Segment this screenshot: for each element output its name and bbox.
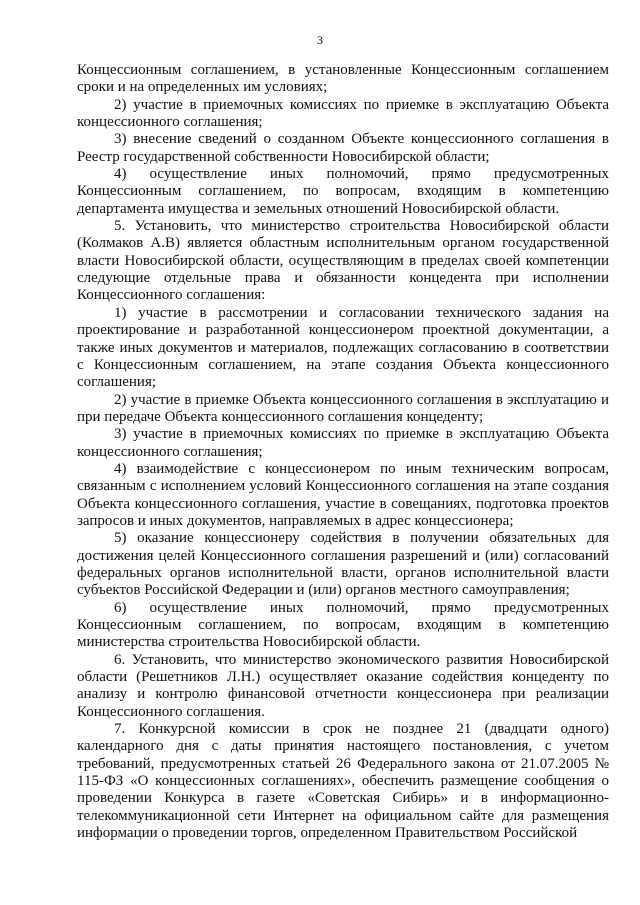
paragraph: 5. Установить, что министерство строительства Новосибирской области (Колмаков А.В) является областным исполнительным органом государственной власти Новосибирской области, осуществляющим в пределах своей компетенции следующие отдельные права и обязанности концедента при исполнении Концессионного соглашения: xyxy=(77,218,609,304)
paragraph: 2) участие в приемке Объекта концессионного соглашения в эксплуатацию и при передаче Объекта концессионного соглашения концеденту; xyxy=(77,391,609,425)
paragraph: 1) участие в рассмотрении и согласовании технического задания на проектирование и разработанной концессионером проектной документации, а также иных документов и материалов, подлежащих согласованию в соответствии с Концессионным соглашением, на этапе создания Объекта концессионного соглашения; xyxy=(77,304,609,391)
document-body xyxy=(77,62,609,842)
paragraph: 3) внесение сведений о созданном Объекте концессионного соглашения в Реестр государственной собственности Новосибирской области; xyxy=(77,131,609,165)
paragraph: Концессионным соглашением, в установленные Концессионным соглашением сроки и на определенных им условиях; xyxy=(77,62,609,96)
paragraph: 3) участие в приемочных комиссиях по приемке в эксплуатацию Объекта концессионного соглашения; xyxy=(77,426,609,460)
paragraph: 5) оказание концессионеру содействия в получении обязательных для достижения целей Концессионного соглашения разрешений и (или) согласований федеральных органов исполнительной власти, органов исполнительной власти субъектов Российской Федерации и (или) органов местного самоуправления; xyxy=(77,530,609,599)
page-number: 3 xyxy=(317,33,323,47)
paragraph: 4) осуществление иных полномочий, прямо предусмотренных Концессионным соглашением, по вопросам, входящим в компетенцию департамента имущества и земельных отношений Новосибирской области. xyxy=(77,166,609,217)
paragraph: 4) взаимодействие с концессионером по иным техническим вопросам, связанным с исполнением условий Концессионного соглашения на этапе создания Объекта концессионного соглашения, участие в совещаниях, подготовка проектов запросов и иных документов, направляемых в адрес концессионера; xyxy=(77,460,609,529)
paragraph: 6. Установить, что министерство экономического развития Новосибирской области (Решетников Л.Н.) осуществляет оказание содействия концеденту по анализу и контролю финансовой отчетности концессионера при реализации Концессионного соглашения. xyxy=(77,651,609,720)
paragraph: 7. Конкурсной комиссии в срок не позднее 21 (двадцати одного) календарного дня с даты принятия настоящего постановления, с учетом требований, предусмотренных статьей 26 Федерального закона от 21.07.2005 № 115-ФЗ «О концессионных соглашениях», обеспечить размещение сообщения о проведении Конкурса в газете «Советская Сибирь» и в информационно-телекоммуникационной сети Интернет на официальном сайте для размещения информации о проведении торгов, определенном Правительством Российской xyxy=(77,721,609,842)
paragraph: 2) участие в приемочных комиссиях по приемке в эксплуатацию Объекта концессионного соглашения; xyxy=(77,96,609,131)
paragraph: 6) осуществление иных полномочий, прямо предусмотренных Концессионным соглашением, по вопросам, входящим в компетенцию министерства строительства Новосибирской области. xyxy=(77,599,609,651)
